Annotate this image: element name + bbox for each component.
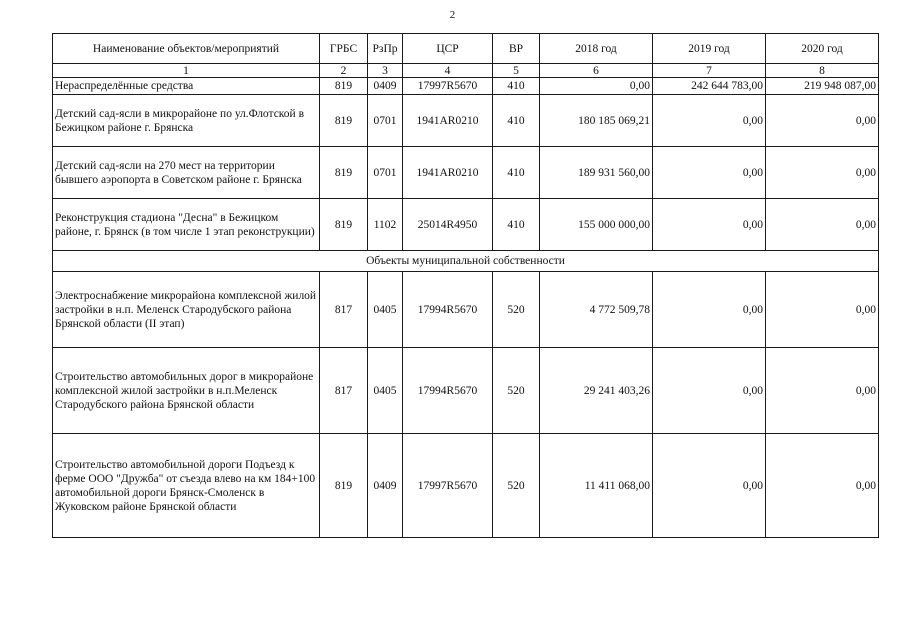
column-number: 2: [320, 64, 368, 78]
amount-2018-cell: 0,00: [540, 78, 653, 95]
vr-cell: 410: [493, 95, 540, 147]
header-cell-csr: ЦСР: [403, 34, 493, 64]
table-header-row: [53, 34, 879, 64]
rzpr-cell: 0701: [368, 95, 403, 147]
vr-cell: 520: [493, 348, 540, 434]
amount-2020-cell: 0,00: [766, 272, 879, 348]
amount-2018-cell: 4 772 509,78: [540, 272, 653, 348]
csr-cell: 1941AR0210: [403, 95, 493, 147]
header-cell-name: Наименование объектов/мероприятий: [53, 34, 320, 64]
amount-2019-cell: 0,00: [653, 348, 766, 434]
amount-2020-cell: 0,00: [766, 95, 879, 147]
row-name-cell: Реконструкция стадиона "Десна" в Бежицком районе, г. Брянск (в том числе 1 этап реконструкции): [53, 199, 320, 251]
header-cell-grbs: ГРБС: [320, 34, 368, 64]
page-number: 2: [449, 9, 456, 21]
amount-2019-cell: 0,00: [653, 199, 766, 251]
row-name-cell: Детский сад-ясли в микрорайоне по ул.Флотской в Бежицком районе г. Брянска: [53, 95, 320, 147]
amount-2019-cell: 0,00: [653, 147, 766, 199]
column-numbering-row: [53, 64, 879, 78]
amount-2018-cell: 155 000 000,00: [540, 199, 653, 251]
csr-cell: 17997R5670: [403, 78, 493, 95]
row-name-cell: Нераспределённые средства: [53, 78, 320, 95]
amount-2020-cell: 219 948 087,00: [766, 78, 879, 95]
column-number: 7: [653, 64, 766, 78]
csr-cell: 17997R5670: [403, 434, 493, 538]
amount-2018-cell: 189 931 560,00: [540, 147, 653, 199]
rzpr-cell: 1102: [368, 199, 403, 251]
header-cell-rzpr: РзПр: [368, 34, 403, 64]
grbs-cell: 819: [320, 199, 368, 251]
vr-cell: 520: [493, 434, 540, 538]
rzpr-cell: 0405: [368, 272, 403, 348]
grbs-cell: 819: [320, 78, 368, 95]
amount-2020-cell: 0,00: [766, 199, 879, 251]
amount-2020-cell: 0,00: [766, 147, 879, 199]
amount-2018-cell: 11 411 068,00: [540, 434, 653, 538]
amount-2018-cell: 180 185 069,21: [540, 95, 653, 147]
vr-cell: 410: [493, 147, 540, 199]
amount-2019-cell: 242 644 783,00: [653, 78, 766, 95]
vr-cell: 410: [493, 199, 540, 251]
table-row: [53, 95, 879, 147]
header-cell-2018: 2018 год: [540, 34, 653, 64]
rzpr-cell: 0409: [368, 78, 403, 95]
column-number: 3: [368, 64, 403, 78]
table-row: [53, 78, 879, 95]
csr-cell: 17994R5670: [403, 348, 493, 434]
table-row: [53, 147, 879, 199]
budget-table: [52, 33, 879, 538]
row-name-cell: Детский сад-ясли на 270 мест на территории бывшего аэропорта в Советском районе г. Брянска: [53, 147, 320, 199]
rzpr-cell: 0701: [368, 147, 403, 199]
row-name-cell: Строительство автомобильных дорог в микрорайоне комплексной жилой застройки в н.п.Меленск Стародубского района Брянской области: [53, 348, 320, 434]
amount-2018-cell: 29 241 403,26: [540, 348, 653, 434]
section-title: Объекты муниципальной собственности: [53, 251, 879, 272]
header-cell-2020: 2020 год: [766, 34, 879, 64]
table-row: [53, 272, 879, 348]
column-number: 4: [403, 64, 493, 78]
csr-cell: 17994R5670: [403, 272, 493, 348]
vr-cell: 410: [493, 78, 540, 95]
column-number: 8: [766, 64, 879, 78]
amount-2019-cell: 0,00: [653, 434, 766, 538]
column-number: 1: [53, 64, 320, 78]
csr-cell: 25014R4950: [403, 199, 493, 251]
grbs-cell: 819: [320, 147, 368, 199]
row-name-cell: Строительство автомобильной дороги Подъезд к ферме ООО "Дружба" от съезда влево на км 184+100 автомобильной дороги Брянск-Смоленск в Жуковском районе Брянской области: [53, 434, 320, 538]
amount-2019-cell: 0,00: [653, 272, 766, 348]
vr-cell: 520: [493, 272, 540, 348]
amount-2020-cell: 0,00: [766, 434, 879, 538]
amount-2019-cell: 0,00: [653, 95, 766, 147]
header-cell-2019: 2019 год: [653, 34, 766, 64]
grbs-cell: 819: [320, 434, 368, 538]
column-number: 6: [540, 64, 653, 78]
table-row: [53, 434, 879, 538]
section-header-row: [53, 251, 879, 272]
column-number: 5: [493, 64, 540, 78]
rzpr-cell: 0405: [368, 348, 403, 434]
row-name-cell: Электроснабжение микрорайона комплексной жилой застройки в н.п. Меленск Стародубского района Брянской области (II этап): [53, 272, 320, 348]
header-cell-vr: ВР: [493, 34, 540, 64]
csr-cell: 1941AR0210: [403, 147, 493, 199]
grbs-cell: 819: [320, 95, 368, 147]
table-row: [53, 199, 879, 251]
table-row: [53, 348, 879, 434]
rzpr-cell: 0409: [368, 434, 403, 538]
amount-2020-cell: 0,00: [766, 348, 879, 434]
grbs-cell: 817: [320, 348, 368, 434]
grbs-cell: 817: [320, 272, 368, 348]
